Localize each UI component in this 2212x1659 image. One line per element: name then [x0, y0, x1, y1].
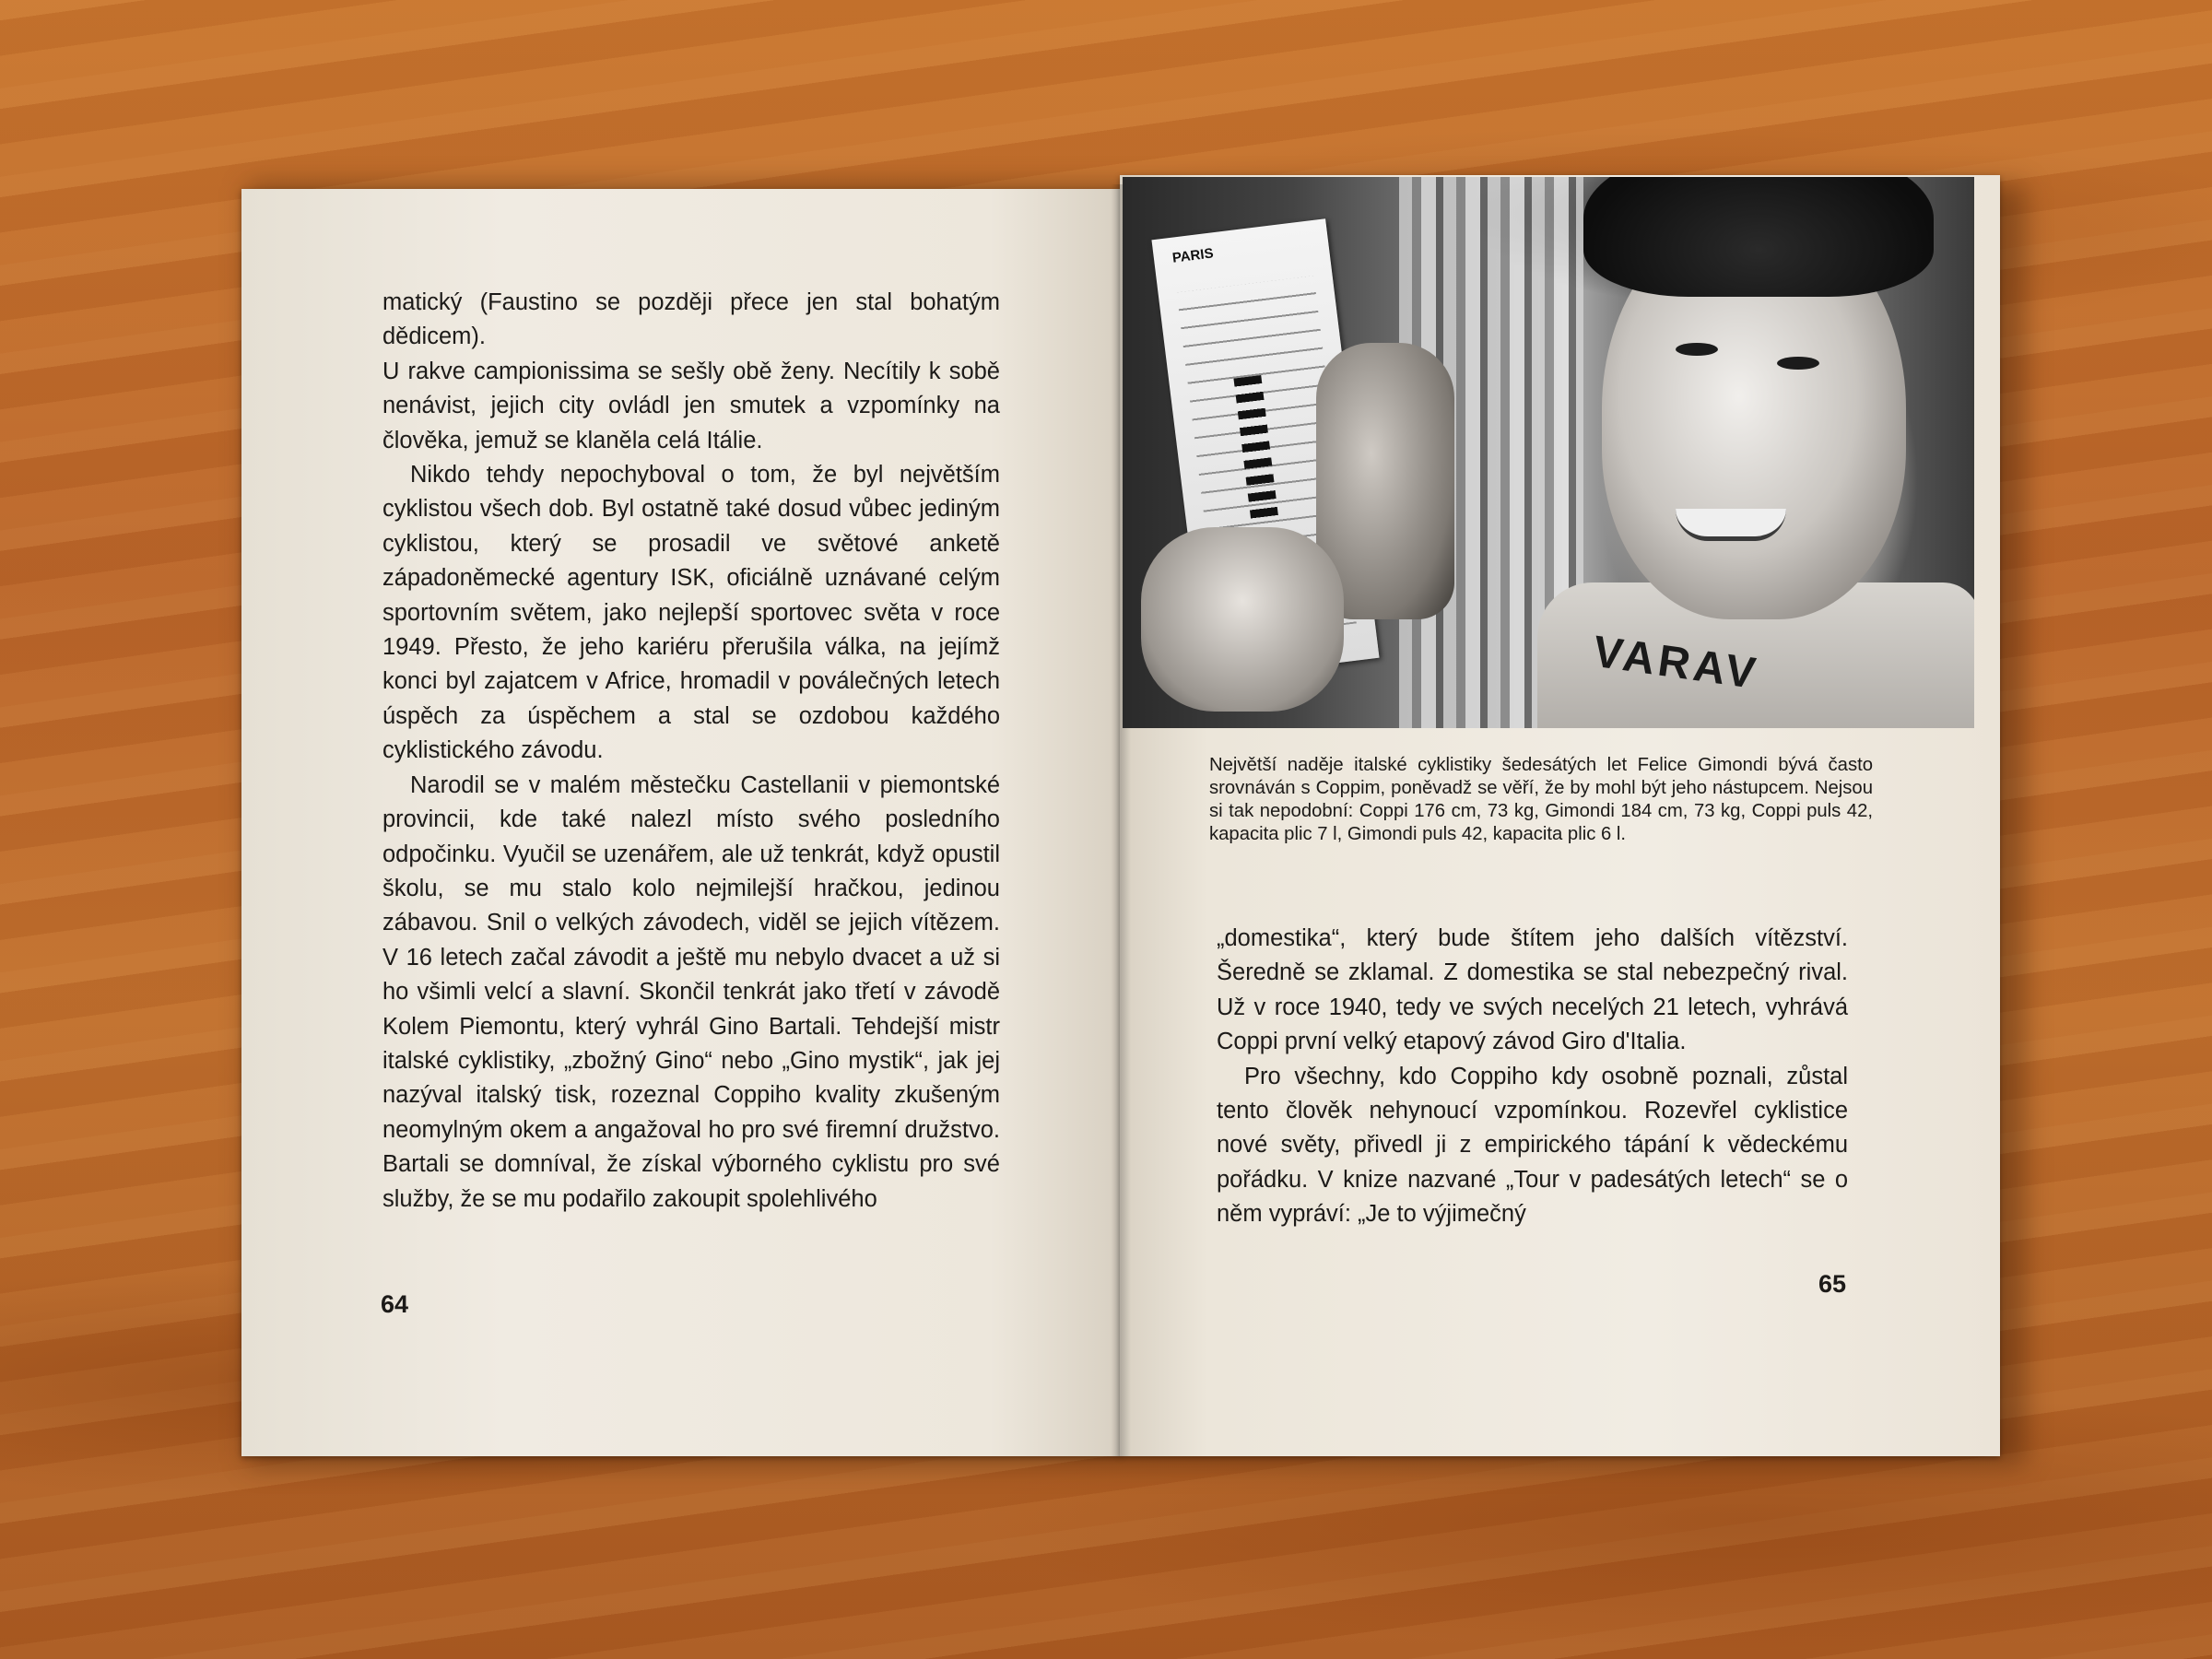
photo-eye-left — [1676, 343, 1718, 356]
left-page-number: 64 — [381, 1290, 409, 1318]
jersey-lettering: VARAV — [1590, 627, 1762, 700]
photo-smile — [1676, 509, 1786, 541]
photo-caption — [1209, 754, 1873, 846]
card-header: PARIS — [1171, 245, 1215, 266]
left-paragraph-1: matický (Faustino se později přece jen stal bohatým dědicem). — [382, 289, 1000, 350]
left-page-text — [382, 286, 1000, 1217]
right-paragraph-1: „domestika“, který bude štítem jeho dalších vítězství. Šeredně se zklamal. Z domestika se stal nebezpečný rival. Už v roce 1940, tedy ve svých necelých 21 letech, vyhrává Coppi první velký etapový závod Giro d'Italia. — [1217, 925, 1848, 1055]
right-paragraph-2: Pro všechny, kdo Coppiho kdy osobně poznali, zůstal tento člověk nehynoucí vzpomínkou. Rozevřel cyklistice nové světy, přivedl ji z empirického tápání k vědeckému pořádku. V knize nazvané „Tour v padesátých letech“ se o něm vypráví: „Je to výjimečný — [1217, 1063, 1848, 1228]
right-page-text — [1217, 922, 1848, 1232]
left-paragraph-3: Nikdo tehdy nepochyboval o tom, že byl největším cyklistou všech dob. Byl ostatně také dosud vůbec jediným cyklistou, který se prosadil ve světové anketě západoněmecké agentury ISK, oficiálně uznávané celým sportovním světem, jako nejlepší sportovec světa v roce 1949. Přesto, že jeho kariéru přerušila válka, na jejímž konci byl zajatcem v Africe, hromadil v poválečných letech úspěch za úspěchem a stal se ozdobou každého cyklistického závodu. — [382, 462, 1000, 764]
caption-text: Největší naděje italské cyklistiky šedesátých let Felice Gimondi bývá často srovnáván s Coppim, poněvadž se věří, že by mohl být jeho nástupcem. Nejsou si tak nepodobní: Coppi 176 cm, 73 kg, Gimondi 184 cm, 73 kg, Coppi puls 42, kapacita plic 7 l, Gimondi puls 42, kapacita plic 6 l. — [1209, 755, 1873, 844]
photo-gimondi — [1123, 177, 1974, 728]
photo-eye-right — [1777, 357, 1819, 370]
photo-hand-lower — [1141, 527, 1344, 712]
photo-hair — [1583, 177, 1934, 297]
right-page-number: 65 — [1818, 1270, 1847, 1298]
left-paragraph-2: U rakve campionissima se sešly obě ženy. Necítily k sobě nenávist, jejich city ovládl jen smutek a vzpomínky na člověka, jemuž se klaněla celá Itálie. — [382, 358, 1000, 453]
left-paragraph-4: Narodil se v malém městečku Castellanii v piemontské provincii, kde také nalezl místo svého posledního odpočinku. Vyučil se uzenářem, ale už tenkrát, když opustil školu, se mu stalo kolo nejmilejší hračkou, jedinou zábavou. Snil o velkých závodech, viděl se jejich vítězem. V 16 letech začal závodit a ještě mu nebylo dvacet a už si ho všimli velcí a slavní. Skončil tenkrát jako třetí v závodě Kolem Piemontu, který vyhrál Gino Bartali. Tehdejší mistr italské cyklistiky, „zbožný Gino“ nebo „Gino mystik“, jak jej nazýval italský tisk, rozeznal Coppiho kvality zkušeným neomylným okem a angažoval ho pro své firemní družstvo. Bartali se domníval, že získal výborného cyklistu pro své služby, že se mu podařilo zakoupit spolehlivého — [382, 771, 1000, 1212]
